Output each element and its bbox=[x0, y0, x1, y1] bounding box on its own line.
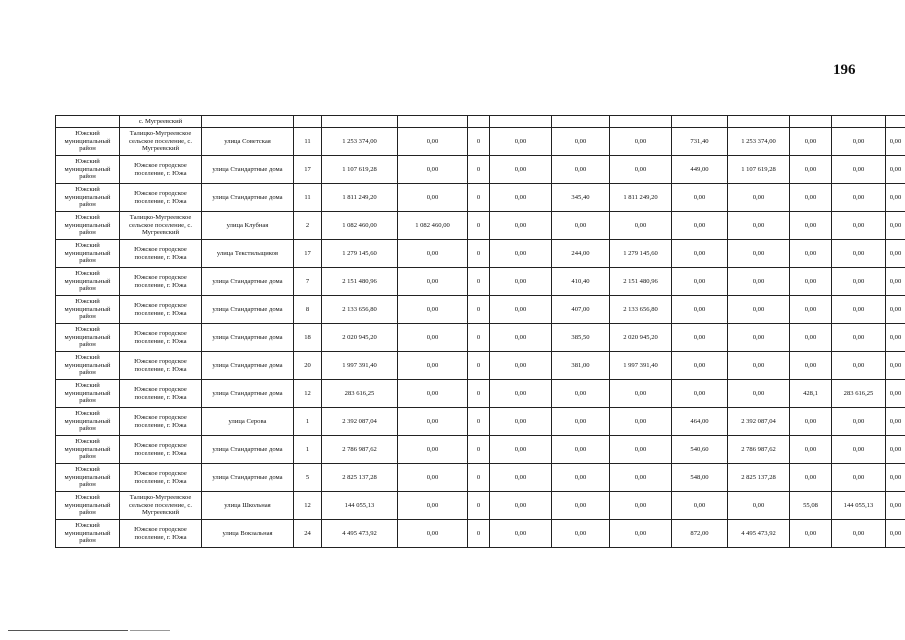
cell-district: Южский муниципальный район bbox=[56, 156, 120, 184]
cell-value-2: 0,00 bbox=[398, 464, 468, 492]
table-row bbox=[56, 324, 905, 352]
cell-settlement: Южское городское поселение, г. Южа bbox=[120, 352, 202, 380]
cell-street: улица Стандартные дома bbox=[202, 352, 294, 380]
table-row bbox=[56, 184, 905, 212]
cell-area-3: 0,00 bbox=[790, 436, 832, 464]
cell-area-1: 0,00 bbox=[552, 492, 610, 520]
cell-district: Южский муниципальный район bbox=[56, 436, 120, 464]
cell-house-number: 11 bbox=[294, 184, 322, 212]
cell-street: улица Стандартные дома bbox=[202, 380, 294, 408]
cell-value-3: 0 bbox=[468, 296, 490, 324]
cell-house-number: 20 bbox=[294, 352, 322, 380]
cell-value-3: 0 bbox=[468, 324, 490, 352]
cell-area-2: 0,00 bbox=[672, 324, 728, 352]
cell-cost-3: 0,00 bbox=[832, 464, 886, 492]
cell-value-3: 0 bbox=[468, 436, 490, 464]
cell-cost-2: 1 253 374,00 bbox=[728, 128, 790, 156]
cell-house-number: 18 bbox=[294, 324, 322, 352]
cell-value-3: 0 bbox=[468, 240, 490, 268]
cell-value-2: 0,00 bbox=[398, 324, 468, 352]
housing-table bbox=[55, 115, 905, 548]
cell-value-2: 0,00 bbox=[398, 520, 468, 548]
cell-house-number: 17 bbox=[294, 240, 322, 268]
cell-value-4: 0,00 bbox=[490, 268, 552, 296]
cell-total-cost: 2 133 656,80 bbox=[322, 296, 398, 324]
cell-street: улица Стандартные дома bbox=[202, 464, 294, 492]
cell-cost-3: 0,00 bbox=[832, 156, 886, 184]
cell-value-4: 0,00 bbox=[490, 212, 552, 240]
cell-area-1: 0,00 bbox=[552, 380, 610, 408]
cell-cost-2: 4 495 473,92 bbox=[728, 520, 790, 548]
table-row bbox=[56, 408, 905, 436]
cell-area-2: 872,00 bbox=[672, 520, 728, 548]
cell-district: Южский муниципальный район bbox=[56, 184, 120, 212]
cell-street: улица Текстильщиков bbox=[202, 240, 294, 268]
cell-cost-2: 1 107 619,28 bbox=[728, 156, 790, 184]
cell-cost-3: 0,00 bbox=[832, 352, 886, 380]
cell-district: Южский муниципальный район bbox=[56, 296, 120, 324]
table-row bbox=[56, 128, 905, 156]
cell-area-1: 0,00 bbox=[552, 156, 610, 184]
cell-value-4: 0,00 bbox=[490, 464, 552, 492]
cell-value-2: 0,00 bbox=[398, 268, 468, 296]
cell-area-3: 0,00 bbox=[790, 156, 832, 184]
table-row bbox=[56, 492, 905, 520]
cell-value-3: 0 bbox=[468, 464, 490, 492]
cell-settlement: Южское городское поселение, г. Южа bbox=[120, 436, 202, 464]
cell-cost-1: 0,00 bbox=[610, 380, 672, 408]
cell-area-2: 0,00 bbox=[672, 240, 728, 268]
cell-house-number: 12 bbox=[294, 492, 322, 520]
cell-area-3: 0,00 bbox=[790, 464, 832, 492]
cell-area-1: 381,00 bbox=[552, 352, 610, 380]
cell-cost-2: 0,00 bbox=[728, 184, 790, 212]
cell-area-2: 0,00 bbox=[672, 492, 728, 520]
cell-district: Южский муниципальный район bbox=[56, 268, 120, 296]
cell-value-4: 0,00 bbox=[490, 296, 552, 324]
cell-settlement: Талицко-Мугреевское сельское поселение, с. Мугреевский bbox=[120, 212, 202, 240]
cell-area-2: 0,00 bbox=[672, 268, 728, 296]
cell-settlement: Южское городское поселение, г. Южа bbox=[120, 408, 202, 436]
cell-total-cost: 2 825 137,28 bbox=[322, 464, 398, 492]
cell-total-cost: 2 151 480,96 bbox=[322, 268, 398, 296]
cell-settlement: с. Мугреевский bbox=[120, 116, 202, 128]
cell-cost-1: 0,00 bbox=[610, 128, 672, 156]
table-row bbox=[56, 436, 905, 464]
cell-house-number: 1 bbox=[294, 436, 322, 464]
cell-value-last: 0,00 bbox=[886, 212, 905, 240]
cell-value-last: 0,00 bbox=[886, 184, 905, 212]
cell-cost-1: 0,00 bbox=[610, 520, 672, 548]
cell-settlement: Южское городское поселение, г. Южа bbox=[120, 296, 202, 324]
cell-settlement: Талицко-Мугреевское сельское поселение, с. Мугреевский bbox=[120, 492, 202, 520]
cell-street: улица Стандартные дома bbox=[202, 156, 294, 184]
cell-house-number: 11 bbox=[294, 128, 322, 156]
cell-area-3: 0,00 bbox=[790, 268, 832, 296]
cell-cost-2: 2 786 987,62 bbox=[728, 436, 790, 464]
footnote-rule bbox=[8, 630, 128, 631]
cell-district: Южский муниципальный район bbox=[56, 520, 120, 548]
cell-district: Южский муниципальный район bbox=[56, 352, 120, 380]
cell-settlement: Южское городское поселение, г. Южа bbox=[120, 156, 202, 184]
cell-area-3: 0,00 bbox=[790, 212, 832, 240]
cell-area-3: 0,00 bbox=[790, 296, 832, 324]
cell-area-3: 0,00 bbox=[790, 240, 832, 268]
cell-area-1: 0,00 bbox=[552, 408, 610, 436]
cell-value-4: 0,00 bbox=[490, 352, 552, 380]
cell-house-number: 5 bbox=[294, 464, 322, 492]
footnote-rule-light bbox=[130, 630, 170, 631]
table-row bbox=[56, 520, 905, 548]
cell-cost-1: 2 020 945,20 bbox=[610, 324, 672, 352]
cell-street: улица Стандартные дома bbox=[202, 268, 294, 296]
cell-settlement: Южское городское поселение, г. Южа bbox=[120, 184, 202, 212]
cell-street: улица Клубная bbox=[202, 212, 294, 240]
cell-cost-2: 0,00 bbox=[728, 324, 790, 352]
cell-area-3: 428,1 bbox=[790, 380, 832, 408]
cell-area-1: 244,00 bbox=[552, 240, 610, 268]
cell-area-1: 385,50 bbox=[552, 324, 610, 352]
cell-cost-3: 0,00 bbox=[832, 324, 886, 352]
cell-district: Южский муниципальный район bbox=[56, 464, 120, 492]
cell-cost-2: 2 825 137,28 bbox=[728, 464, 790, 492]
cell-value-3: 0 bbox=[468, 268, 490, 296]
cell-value-3: 0 bbox=[468, 520, 490, 548]
cell-area-2: 548,00 bbox=[672, 464, 728, 492]
cell-area-1: 407,00 bbox=[552, 296, 610, 324]
cell-street: улица Школьная bbox=[202, 492, 294, 520]
cell-total-cost: 1 253 374,00 bbox=[322, 128, 398, 156]
cell-street: улица Вокзальная bbox=[202, 520, 294, 548]
cell-settlement: Южское городское поселение, г. Южа bbox=[120, 380, 202, 408]
cell-settlement: Южское городское поселение, г. Южа bbox=[120, 240, 202, 268]
cell-value-last: 0,00 bbox=[886, 492, 905, 520]
cell-area-2: 0,00 bbox=[672, 184, 728, 212]
cell-value-4: 0,00 bbox=[490, 184, 552, 212]
cell-area-2: 464,00 bbox=[672, 408, 728, 436]
cell-house-number: 12 bbox=[294, 380, 322, 408]
cell-value-last: 0,00 bbox=[886, 520, 905, 548]
cell-value-last: 0,00 bbox=[886, 156, 905, 184]
table-row bbox=[56, 156, 905, 184]
cell-cost-2: 0,00 bbox=[728, 240, 790, 268]
cell-cost-3: 0,00 bbox=[832, 436, 886, 464]
table-row bbox=[56, 268, 905, 296]
cell-house-number: 24 bbox=[294, 520, 322, 548]
cell-cost-1: 1 997 391,40 bbox=[610, 352, 672, 380]
cell-value-3: 0 bbox=[468, 156, 490, 184]
cell-value-3: 0 bbox=[468, 380, 490, 408]
cell-street: улица Стандартные дома bbox=[202, 324, 294, 352]
table-row bbox=[56, 352, 905, 380]
cell-settlement: Южское городское поселение, г. Южа bbox=[120, 324, 202, 352]
cell-cost-3: 283 616,25 bbox=[832, 380, 886, 408]
cell-total-cost: 2 020 945,20 bbox=[322, 324, 398, 352]
cell-cost-3: 0,00 bbox=[832, 240, 886, 268]
cell-total-cost: 1 997 391,40 bbox=[322, 352, 398, 380]
cell-house-number: 7 bbox=[294, 268, 322, 296]
cell-area-3: 0,00 bbox=[790, 324, 832, 352]
cell-value-3: 0 bbox=[468, 352, 490, 380]
cell-street: улица Стандартные дома bbox=[202, 184, 294, 212]
cell-value-last: 0,00 bbox=[886, 296, 905, 324]
cell-cost-2: 0,00 bbox=[728, 492, 790, 520]
cell-area-1: 345,40 bbox=[552, 184, 610, 212]
cell-cost-3: 0,00 bbox=[832, 212, 886, 240]
cell-value-2: 0,00 bbox=[398, 352, 468, 380]
table-row bbox=[56, 296, 905, 324]
cell-area-3: 0,00 bbox=[790, 408, 832, 436]
cell-cost-1: 0,00 bbox=[610, 156, 672, 184]
cell-area-1: 0,00 bbox=[552, 464, 610, 492]
cell-area-3: 0,00 bbox=[790, 520, 832, 548]
cell-cost-1: 1 279 145,60 bbox=[610, 240, 672, 268]
cell-cost-2: 0,00 bbox=[728, 212, 790, 240]
cell-value-3: 0 bbox=[468, 184, 490, 212]
cell-value-last: 0,00 bbox=[886, 240, 905, 268]
cell-settlement: Южское городское поселение, г. Южа bbox=[120, 464, 202, 492]
cell-value-4: 0,00 bbox=[490, 324, 552, 352]
cell-area-2: 0,00 bbox=[672, 380, 728, 408]
cell-value-2: 0,00 bbox=[398, 156, 468, 184]
cell-area-3: 0,00 bbox=[790, 352, 832, 380]
cell-total-cost: 144 055,13 bbox=[322, 492, 398, 520]
cell-cost-1: 0,00 bbox=[610, 464, 672, 492]
cell-value-2: 0,00 bbox=[398, 436, 468, 464]
cell-value-2: 0,00 bbox=[398, 492, 468, 520]
housing-table-container bbox=[55, 115, 905, 548]
cell-area-2: 540,60 bbox=[672, 436, 728, 464]
cell-area-1: 410,40 bbox=[552, 268, 610, 296]
cell-value-3: 0 bbox=[468, 408, 490, 436]
cell-area-2: 0,00 bbox=[672, 352, 728, 380]
cell-value-last: 0,00 bbox=[886, 408, 905, 436]
cell-cost-3: 0,00 bbox=[832, 184, 886, 212]
cell-value-last: 0,00 bbox=[886, 128, 905, 156]
cell-value-2: 0,00 bbox=[398, 380, 468, 408]
table-row bbox=[56, 380, 905, 408]
cell-district: Южский муниципальный район bbox=[56, 212, 120, 240]
cell-settlement: Южское городское поселение, г. Южа bbox=[120, 520, 202, 548]
cell-value-3: 0 bbox=[468, 128, 490, 156]
cell-total-cost: 1 107 619,28 bbox=[322, 156, 398, 184]
cell-value-last: 0,00 bbox=[886, 436, 905, 464]
cell-value-4: 0,00 bbox=[490, 408, 552, 436]
cell-cost-1: 0,00 bbox=[610, 408, 672, 436]
cell-house-number: 17 bbox=[294, 156, 322, 184]
cell-total-cost: 1 811 249,20 bbox=[322, 184, 398, 212]
table-row bbox=[56, 240, 905, 268]
cell-house-number: 8 bbox=[294, 296, 322, 324]
cell-cost-1: 0,00 bbox=[610, 212, 672, 240]
cell-total-cost: 4 495 473,92 bbox=[322, 520, 398, 548]
cell-cost-2: 2 392 087,04 bbox=[728, 408, 790, 436]
cell-district: Южский муниципальный район bbox=[56, 324, 120, 352]
cell-district: Южский муниципальный район bbox=[56, 408, 120, 436]
cell-cost-3: 0,00 bbox=[832, 128, 886, 156]
cell-total-cost: 2 786 987,62 bbox=[322, 436, 398, 464]
cell-district: Южский муниципальный район bbox=[56, 128, 120, 156]
cell-total-cost: 1 279 145,60 bbox=[322, 240, 398, 268]
cell-area-1: 0,00 bbox=[552, 212, 610, 240]
table-row-continuation bbox=[56, 116, 905, 128]
cell-cost-1: 2 133 656,80 bbox=[610, 296, 672, 324]
cell-district: Южский муниципальный район bbox=[56, 380, 120, 408]
cell-cost-2: 0,00 bbox=[728, 380, 790, 408]
cell-value-last: 0,00 bbox=[886, 352, 905, 380]
cell-total-cost: 1 082 460,00 bbox=[322, 212, 398, 240]
page-number: 196 bbox=[833, 62, 856, 78]
cell-cost-3: 144 055,13 bbox=[832, 492, 886, 520]
cell-cost-3: 0,00 bbox=[832, 408, 886, 436]
table-row bbox=[56, 212, 905, 240]
cell-area-2: 731,40 bbox=[672, 128, 728, 156]
table-row bbox=[56, 464, 905, 492]
cell-value-2: 0,00 bbox=[398, 240, 468, 268]
cell-settlement: Талицко-Мугреевское сельское поселение, с. Мугреевский bbox=[120, 128, 202, 156]
cell-area-3: 0,00 bbox=[790, 128, 832, 156]
cell-settlement: Южское городское поселение, г. Южа bbox=[120, 268, 202, 296]
cell-cost-3: 0,00 bbox=[832, 520, 886, 548]
cell-area-1: 0,00 bbox=[552, 520, 610, 548]
cell-cost-2: 0,00 bbox=[728, 296, 790, 324]
cell-street: улица Советская bbox=[202, 128, 294, 156]
cell-value-last: 0,00 bbox=[886, 324, 905, 352]
cell-value-2: 0,00 bbox=[398, 128, 468, 156]
cell-value-2: 0,00 bbox=[398, 296, 468, 324]
cell-value-3: 0 bbox=[468, 492, 490, 520]
cell-area-2: 0,00 bbox=[672, 296, 728, 324]
cell-district: Южский муниципальный район bbox=[56, 240, 120, 268]
cell-street: улица Стандартные дома bbox=[202, 296, 294, 324]
cell-value-2: 0,00 bbox=[398, 408, 468, 436]
cell-area-1: 0,00 bbox=[552, 128, 610, 156]
cell-district: Южский муниципальный район bbox=[56, 492, 120, 520]
cell-house-number: 1 bbox=[294, 408, 322, 436]
cell-cost-1: 2 151 480,96 bbox=[610, 268, 672, 296]
cell-value-4: 0,00 bbox=[490, 436, 552, 464]
cell-cost-1: 0,00 bbox=[610, 492, 672, 520]
cell-total-cost: 2 392 087,04 bbox=[322, 408, 398, 436]
cell-area-1: 0,00 bbox=[552, 436, 610, 464]
cell-cost-2: 0,00 bbox=[728, 352, 790, 380]
cell-area-3: 55,08 bbox=[790, 492, 832, 520]
cell-value-2: 1 082 460,00 bbox=[398, 212, 468, 240]
cell-area-2: 449,00 bbox=[672, 156, 728, 184]
cell-house-number: 2 bbox=[294, 212, 322, 240]
cell-cost-3: 0,00 bbox=[832, 268, 886, 296]
cell-value-4: 0,00 bbox=[490, 240, 552, 268]
cell-value-last: 0,00 bbox=[886, 268, 905, 296]
cell-cost-1: 1 811 249,20 bbox=[610, 184, 672, 212]
cell-cost-3: 0,00 bbox=[832, 296, 886, 324]
cell-value-4: 0,00 bbox=[490, 520, 552, 548]
cell-cost-2: 0,00 bbox=[728, 268, 790, 296]
cell-value-2: 0,00 bbox=[398, 184, 468, 212]
cell-value-4: 0,00 bbox=[490, 492, 552, 520]
cell-area-2: 0,00 bbox=[672, 212, 728, 240]
cell-area-3: 0,00 bbox=[790, 184, 832, 212]
cell-value-4: 0,00 bbox=[490, 128, 552, 156]
cell-value-last: 0,00 bbox=[886, 464, 905, 492]
cell-value-4: 0,00 bbox=[490, 380, 552, 408]
cell-value-last: 0,00 bbox=[886, 380, 905, 408]
cell-value-3: 0 bbox=[468, 212, 490, 240]
cell-value-4: 0,00 bbox=[490, 156, 552, 184]
cell-total-cost: 283 616,25 bbox=[322, 380, 398, 408]
cell-street: улица Серова bbox=[202, 408, 294, 436]
cell-street: улица Стандартные дома bbox=[202, 436, 294, 464]
cell-district bbox=[56, 116, 120, 128]
cell-cost-1: 0,00 bbox=[610, 436, 672, 464]
